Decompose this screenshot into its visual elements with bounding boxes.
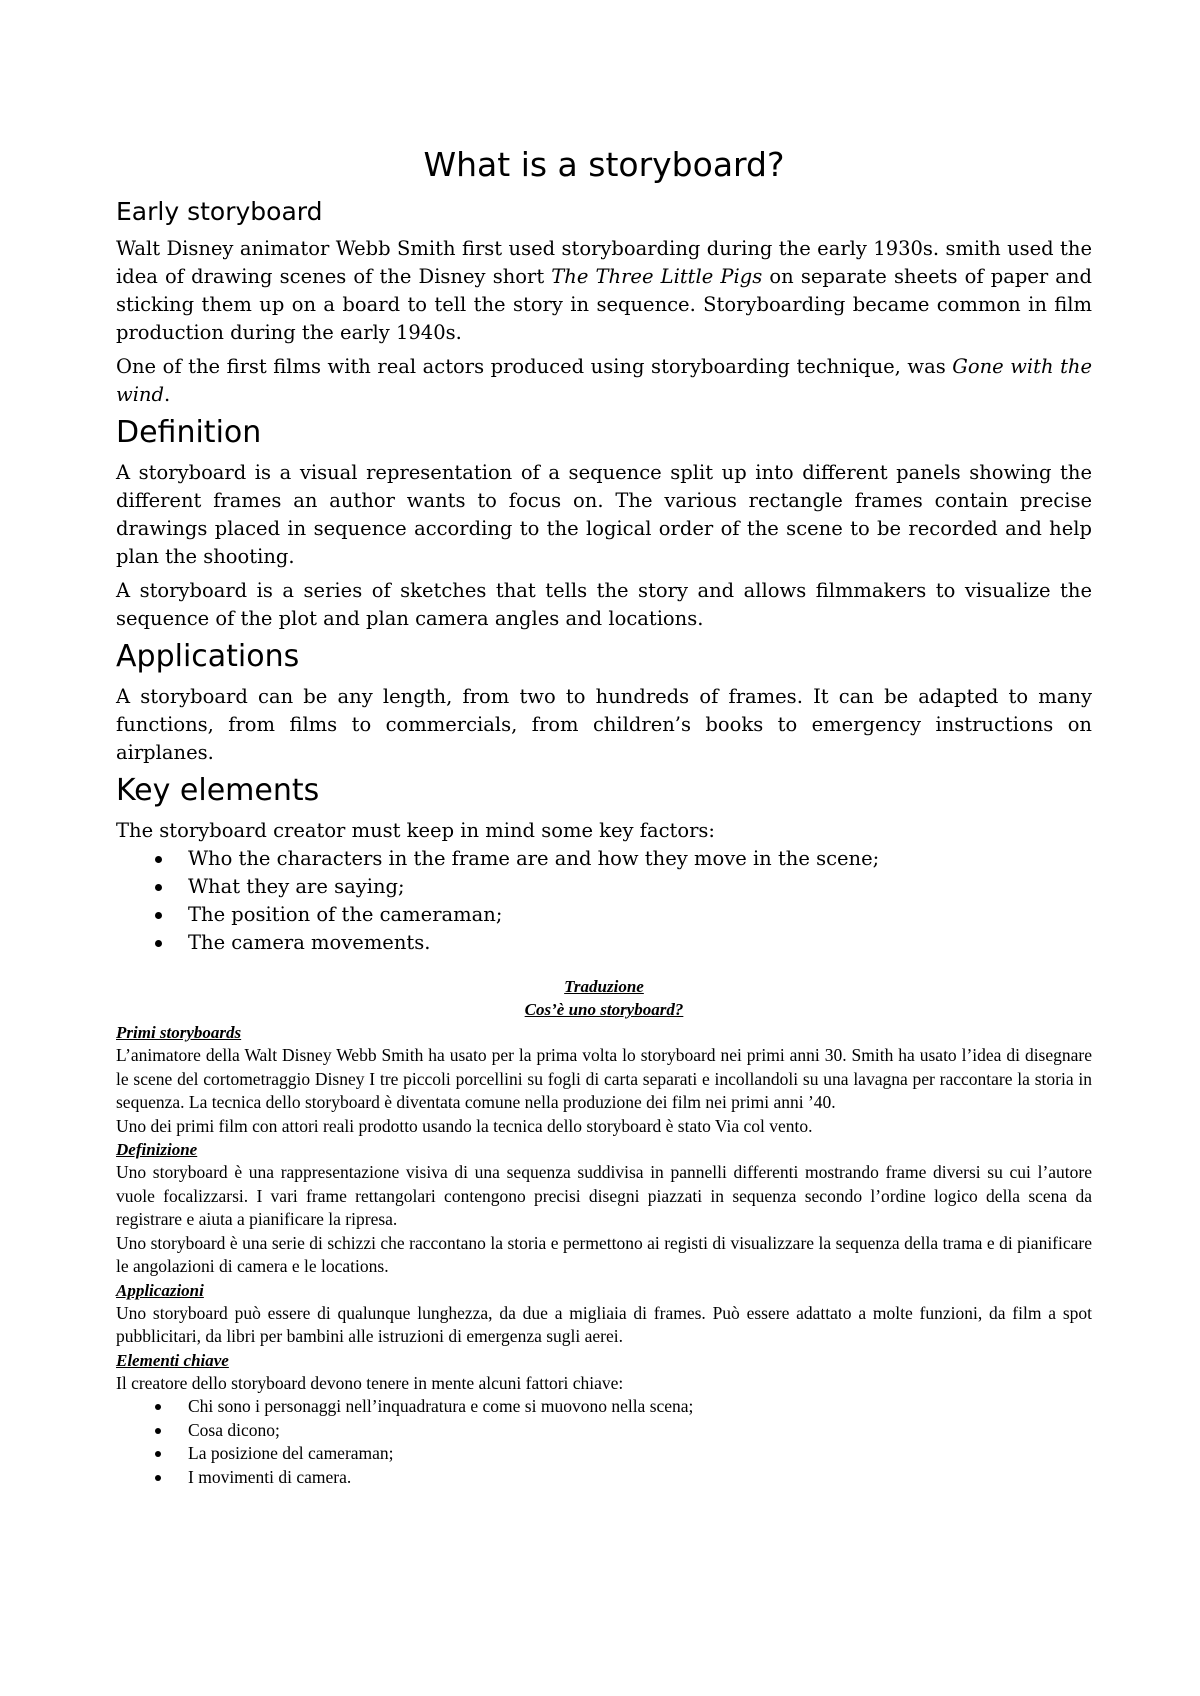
paragraph-key-intro: The storyboard creator must keep in mind some key factors: bbox=[116, 819, 715, 842]
section-applications bbox=[116, 637, 1092, 767]
text-run: on separate sheets of paper and sticking them up on a board to tell the story in sequence. Storyboarding became common in film production during the early 1940s. bbox=[116, 265, 1092, 344]
text-run: . bbox=[163, 383, 171, 406]
paragraph-elementi-intro: Il creatore dello storyboard devono tenere in mente alcuni fattori chiave: bbox=[116, 1372, 624, 1393]
text-run: One of the first films with real actors produced using storyboarding technique, was bbox=[116, 355, 953, 378]
list-item: La posizione del cameraman; bbox=[188, 1442, 1092, 1466]
list-item: What they are saying; bbox=[188, 873, 1092, 901]
paragraph-primi-1: L’animatore della Walt Disney Webb Smith ha usato per la prima volta lo storyboard nei primi anni 30. Smith ha usato l’idea di disegnare le scene del cortometraggio Disney I tre piccoli porcellini su fogli di carta separati e incollandoli su una lavagna per raccontare la storia in sequenza. La tecnica dello storyboard è diventata comune nella produzione dei film nei primi anni ’40. bbox=[116, 1045, 1092, 1112]
paragraph-early-1 bbox=[116, 235, 1092, 347]
paragraph-primi-2: Uno dei primi film con attori reali prodotto usando la tecnica dello storyboard è stato Via col vento. bbox=[116, 1115, 813, 1136]
list-item: Chi sono i personaggi nell’inquadratura e come si muovono nella scena; bbox=[188, 1395, 1092, 1419]
key-elements-list bbox=[116, 845, 1092, 957]
elementi-chiave-list bbox=[116, 1395, 1092, 1489]
paragraph-early-2 bbox=[116, 353, 1092, 409]
heading-primi-storyboards: Primi storyboards bbox=[116, 1023, 242, 1042]
paragraph-definizione-1: Uno storyboard è una rappresentazione visiva di una sequenza suddivisa in pannelli differenti mostrando frame diversi su cui l’autore vuole focalizzarsi. I vari frame rettangolari contengono precisi disegni piazzati in sequenza secondo l’ordine logico della scena da registrare e aiuta a pianificare la ripresa. bbox=[116, 1162, 1092, 1229]
heading-early-storyboard: Early storyboard bbox=[116, 197, 323, 226]
paragraph-definizione-2: Uno storyboard è una serie di schizzi che raccontano la storia e permettono ai registi di visualizzare la sequenza della trama e di pianificare le angolazioni di camera e le locations. bbox=[116, 1232, 1092, 1276]
list-item: Cosa dicono; bbox=[188, 1419, 1092, 1443]
text-run: Walt Disney animator Webb Smith first used storyboarding during the early 1930s. smith used the idea of drawing scenes of the Disney short bbox=[116, 237, 1092, 288]
heading-traduzione: Traduzione bbox=[564, 977, 644, 996]
paragraph-definition-2: A storyboard is a series of sketches that tells the story and allows filmmakers to visualize the sequence of the plot and plan camera angles and locations. bbox=[116, 579, 1092, 630]
heading-elementi-chiave: Elementi chiave bbox=[116, 1350, 229, 1370]
film-title-gone-with-the-wind: Gone with the wind bbox=[116, 355, 1092, 406]
list-item: I movimenti di camera. bbox=[188, 1466, 1092, 1490]
heading-key-elements: Key elements bbox=[116, 773, 320, 808]
film-title-three-little-pigs: The Three Little Pigs bbox=[551, 265, 763, 288]
section-key-elements bbox=[116, 771, 1092, 957]
list-item: The camera movements. bbox=[188, 929, 1092, 957]
page-title: What is a storyboard? bbox=[423, 145, 785, 184]
heading-definizione: Definizione bbox=[116, 1140, 198, 1159]
section-translation bbox=[116, 975, 1092, 1489]
list-item: The position of the cameraman; bbox=[188, 901, 1092, 929]
list-item: Who the characters in the frame are and how they move in the scene; bbox=[188, 845, 1092, 873]
heading-applicazioni: Applicazioni bbox=[116, 1280, 204, 1300]
paragraph-applicazioni-1: Uno storyboard può essere di qualunque lunghezza, da due a migliaia di frames. Può essere adattato a molte funzioni, da film a spot pubblicitari, da libri per bambini alle istruzioni di emergenza sugli aerei. bbox=[116, 1302, 1092, 1346]
heading-cos-e-uno-storyboard: Cos’è uno storyboard? bbox=[524, 1000, 684, 1019]
section-early-storyboard bbox=[116, 195, 1092, 409]
heading-definition: Definition bbox=[116, 415, 262, 450]
paragraph-definition-1: A storyboard is a visual representation of a sequence split up into different panels showing the different frames an author wants to focus on. The various rectangle frames contain precise drawings placed in sequence according to the logical order of the scene to be recorded and help plan the shooting. bbox=[116, 461, 1092, 568]
paragraph-applications-1: A storyboard can be any length, from two to hundreds of frames. It can be adapted to many functions, from films to commercials, from children’s books to emergency instructions on airplanes. bbox=[116, 685, 1092, 764]
section-definition bbox=[116, 413, 1092, 633]
heading-applications: Applications bbox=[116, 639, 300, 674]
